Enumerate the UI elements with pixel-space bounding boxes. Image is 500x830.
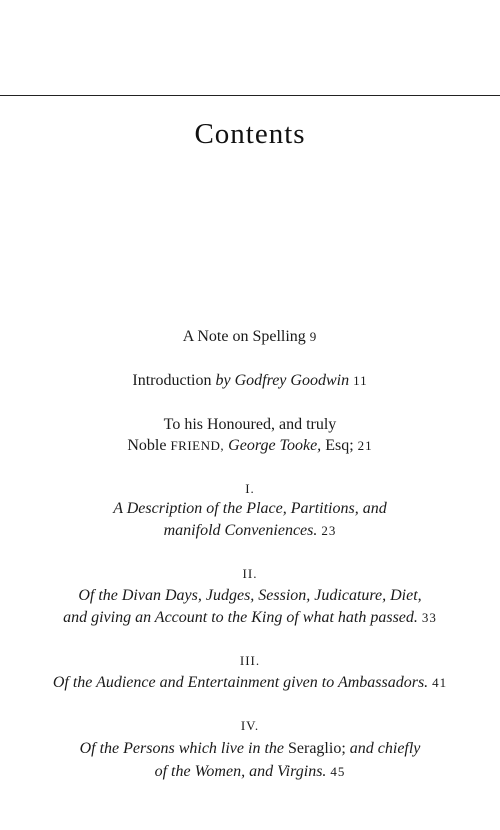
chapter-numeral-3: III. bbox=[239, 653, 261, 668]
page-number: 23 bbox=[321, 523, 337, 538]
dedication-name: George Tooke, bbox=[228, 437, 322, 454]
chapter-3-line1 bbox=[0, 673, 500, 693]
toc-entry-introduction bbox=[0, 371, 500, 391]
chapter-numeral-4: IV. bbox=[240, 718, 260, 733]
chapter-numeral-1: I. bbox=[245, 481, 255, 496]
entry-title: Introduction bbox=[132, 372, 212, 389]
page-number: 11 bbox=[353, 373, 368, 388]
toc-entry-dedication-line2 bbox=[0, 436, 500, 456]
chapter-4-title-start: Of the Persons which live in the bbox=[79, 740, 284, 757]
chapter-numeral-2: II. bbox=[242, 566, 258, 581]
chapter-4-title-mid: and chiefly bbox=[349, 740, 421, 757]
chapter-4-line1 bbox=[0, 739, 500, 759]
toc-entry-spelling bbox=[0, 327, 500, 347]
toc-entry-dedication-line1: To his Honoured, and truly bbox=[163, 416, 337, 433]
chapter-4-title-end: of the Women, and Virgins. bbox=[154, 763, 327, 780]
chapter-3-title: Of the Audience and Entertainment given to Ambassadors. bbox=[52, 674, 429, 691]
chapter-2-line1: Of the Divan Days, Judges, Session, Judicature, Diet, bbox=[78, 587, 422, 604]
page-number: 21 bbox=[357, 438, 373, 453]
page-title: Contents bbox=[194, 118, 306, 150]
chapter-1-title-end: manifold Conveniences. bbox=[163, 522, 318, 539]
dedication-friend: FRIEND, bbox=[170, 438, 225, 453]
chapter-1-line1: A Description of the Place, Partitions, and bbox=[113, 500, 387, 517]
dedication-word-noble: Noble bbox=[127, 437, 167, 454]
chapter-4-line2 bbox=[0, 762, 500, 782]
page-number: 9 bbox=[309, 329, 318, 344]
top-rule bbox=[0, 95, 500, 96]
page-number: 45 bbox=[330, 764, 346, 779]
chapter-4-seraglio: Seraglio; bbox=[288, 740, 346, 757]
chapter-2-line2 bbox=[0, 608, 500, 628]
page-number: 33 bbox=[421, 610, 437, 625]
entry-title: A Note on Spelling bbox=[182, 328, 306, 345]
page-number: 41 bbox=[432, 675, 448, 690]
chapter-1-line2 bbox=[0, 521, 500, 541]
chapter-2-title-end: and giving an Account to the King of what hath passed. bbox=[63, 609, 418, 626]
entry-author: by Godfrey Goodwin bbox=[215, 372, 350, 389]
dedication-esq: Esq; bbox=[325, 437, 354, 454]
